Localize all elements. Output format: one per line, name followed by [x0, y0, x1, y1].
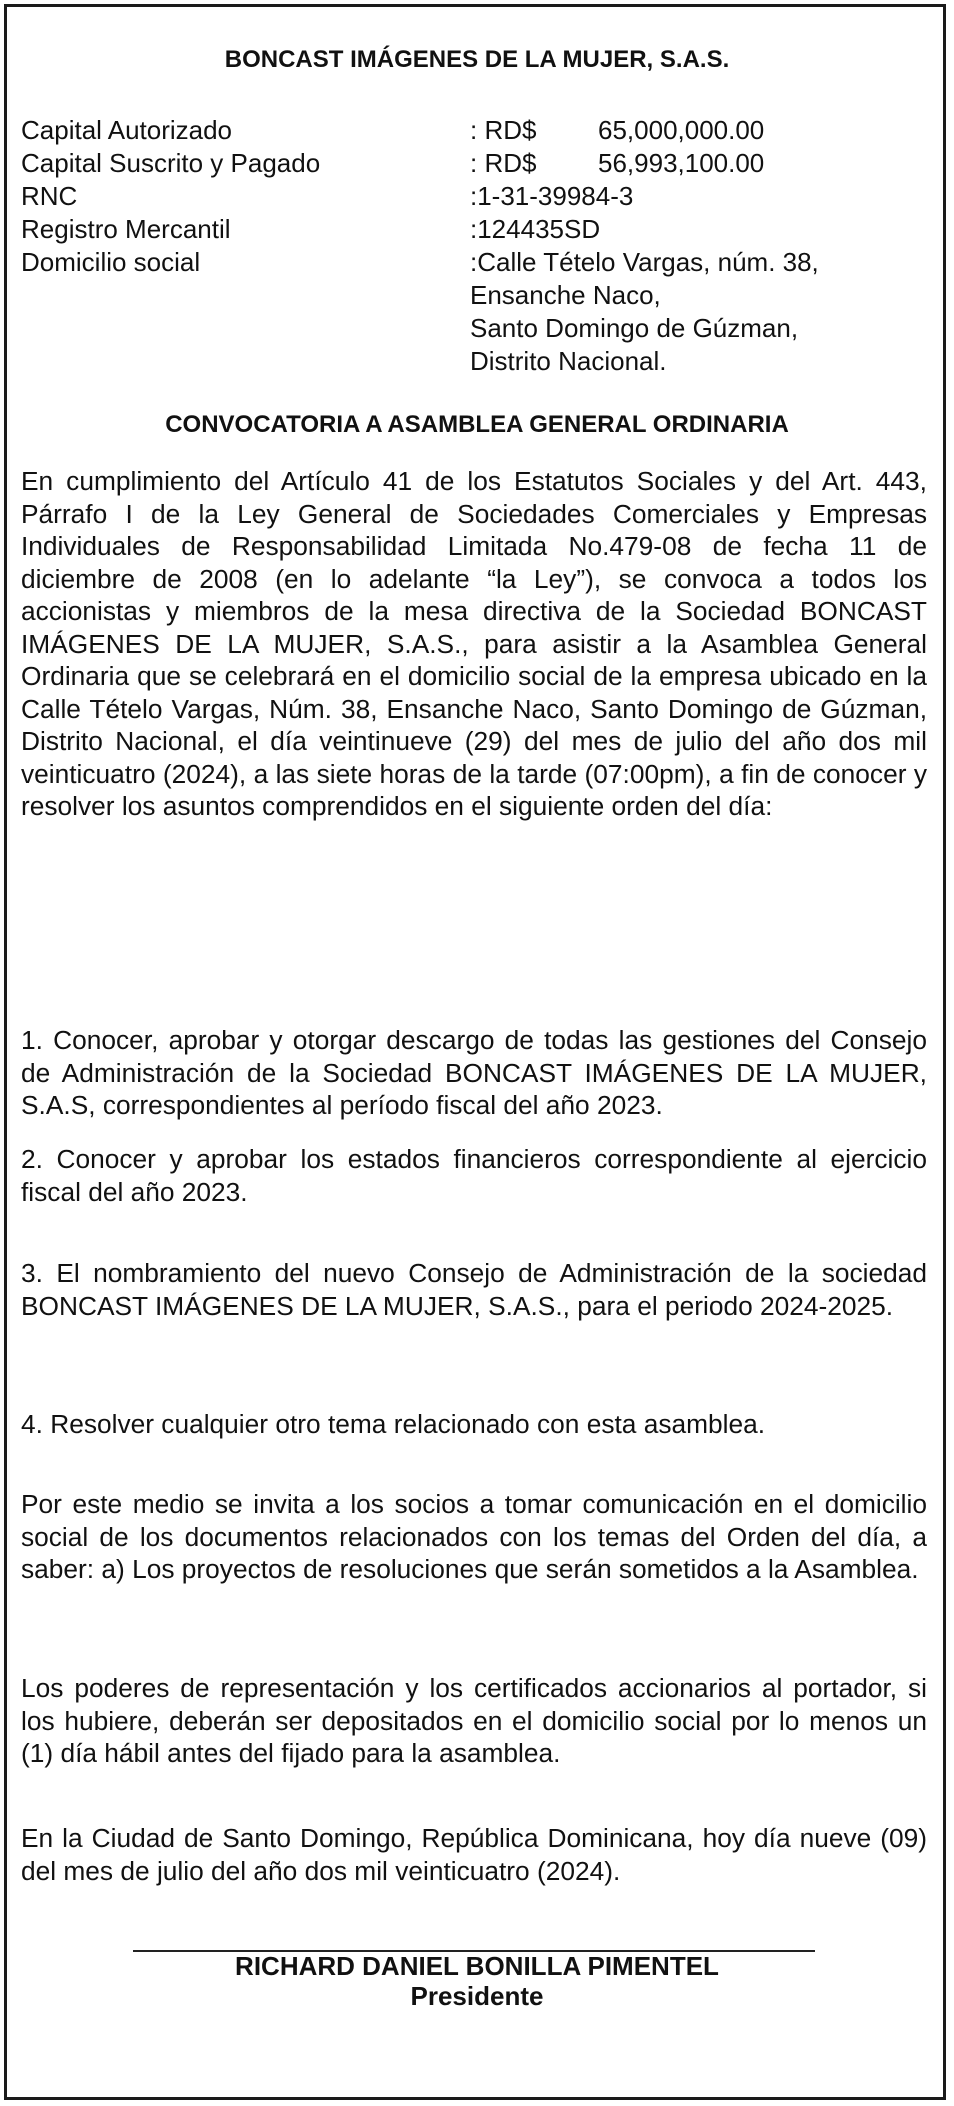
rnc-value: :1-31-39984-3: [470, 181, 634, 211]
company-title: BONCAST IMÁGENES DE LA MUJER, S.A.S.: [224, 46, 730, 73]
capital-autorizado-currency: : RD$: [470, 115, 537, 145]
domicilio-line-3: Santo Domingo de Gúzman,: [470, 313, 799, 343]
signatory-name: RICHARD DANIEL BONILLA PIMENTEL: [235, 1951, 719, 1981]
registro-value: :124435SD: [470, 214, 601, 244]
intro-paragraph: En cumplimiento del Artículo 41 de los Estatutos Sociales y del Art. 443, Párrafo I de la Ley General de Sociedades Comerciales y Empresas Individuales de Responsabilidad Limitada No.479-08 de fecha 11 de diciembre de 2008 (en lo adelante “la Ley”), se convoca a todos los accionistas y miembros de la mesa directiva de la Sociedad BONCAST IMÁGENES DE LA MUJER, S.A.S., para asistir a la Asamblea General Ordinaria que se celebrará en el domicilio social de la empresa ubicado en la Calle Tételo Vargas, Núm. 38, Ensanche Naco, Santo Domingo de Gúzman, Distrito Nacional, el día veintinueve (29) del mes de julio del año dos mil veinticuatro (2024), a las siete horas de la tarde (07:00pm), a fin de conocer y resolver los asuntos comprendidos en el siguiente orden del día:: [21, 466, 927, 821]
powers-paragraph: Los poderes de representación y los certificados accionarios al portador, si los hubiere, deberán ser depositados en el domicilio social por lo menos un (1) día hábil antes del fijado para la asamblea.: [21, 1673, 927, 1768]
registro-label: Registro Mercantil: [21, 214, 231, 244]
domicilio-line-2: Ensanche Naco,: [470, 280, 661, 310]
domicilio-line-1: :Calle Tételo Vargas, núm. 38,: [470, 247, 819, 277]
domicilio-line-4: Distrito Nacional.: [470, 346, 667, 376]
domicilio-value: [470, 246, 819, 378]
agenda-item-1: 1. Conocer, aprobar y otorgar descargo de todas las gestiones del Consejo de Administración de la Sociedad BONCAST IMÁGENES DE LA MUJER, S.A.S, correspondientes al período fiscal del año 2023.: [21, 1025, 927, 1120]
capital-suscrito-currency: : RD$: [470, 148, 537, 178]
registro-row: [21, 213, 921, 246]
invitation-paragraph: Por este medio se invita a los socios a tomar comunicación en el domicilio social de los documentos relacionados con los temas del Orden del día, a saber: a) Los proyectos de resoluciones que serán sometidos a la Asamblea.: [21, 1489, 927, 1584]
convocatoria-heading: CONVOCATORIA A ASAMBLEA GENERAL ORDINARIA: [165, 411, 789, 438]
company-info: [21, 114, 921, 378]
domicilio-row: [21, 246, 921, 378]
rnc-label: RNC: [21, 181, 78, 211]
signatory-role: Presidente: [410, 1981, 544, 2011]
capital-autorizado-row: [21, 114, 921, 147]
capital-suscrito-amount: 56,993,100.00: [598, 148, 765, 178]
domicilio-label: Domicilio social: [21, 247, 201, 277]
rnc-row: [21, 180, 921, 213]
agenda-item-3: 3. El nombramiento del nuevo Consejo de Administración de la sociedad BONCAST IMÁGENES DE LA MUJER, S.A.S., para el periodo 2024-2025.: [21, 1258, 927, 1321]
capital-suscrito-label: Capital Suscrito y Pagado: [21, 148, 321, 178]
capital-suscrito-row: [21, 147, 921, 180]
capital-autorizado-label: Capital Autorizado: [21, 115, 233, 145]
agenda-item-2: 2. Conocer y aprobar los estados financieros correspondiente al ejercicio fiscal del año 2023.: [21, 1144, 927, 1207]
agenda-item-4: 4. Resolver cualquier otro tema relacionado con esta asamblea.: [21, 1409, 766, 1439]
closing-paragraph: En la Ciudad de Santo Domingo, República Dominicana, hoy día nueve (09) del mes de julio del año dos mil veinticuatro (2024).: [21, 1823, 927, 1886]
capital-autorizado-amount: 65,000,000.00: [598, 115, 765, 145]
